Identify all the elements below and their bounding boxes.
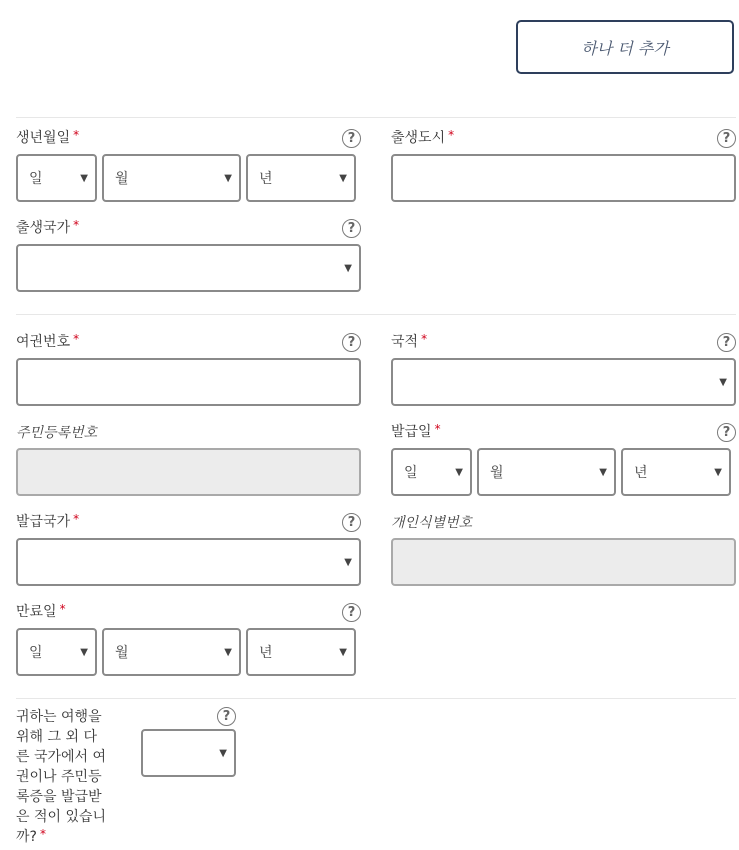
required-marker: * [434,422,441,436]
section-divider [16,698,736,699]
expiry-date-label-text: 만료일 [16,604,57,620]
issue-date-label [391,423,441,441]
expiry-month-value: 월 [115,645,129,661]
birth-day-value: 일 [29,171,43,187]
issuing-country-label-text: 발급국가 [16,514,71,530]
nationality-label-text: 국적 [391,334,419,350]
chevron-down-icon: ▼ [344,556,352,568]
issue-year-select[interactable] [621,448,731,496]
add-another-button[interactable] [516,20,734,74]
chevron-down-icon: ▼ [599,466,607,478]
required-marker: * [39,827,46,841]
issue-month-value: 월 [490,465,504,481]
birth-country-label-text: 출생국가 [16,220,71,236]
passport-number-label-text: 여권번호 [16,334,71,350]
chevron-down-icon: ▼ [455,466,463,478]
nationality-label [391,333,427,351]
required-marker: * [73,128,80,142]
expiry-month-select[interactable] [102,628,241,676]
personal-id-field [391,538,736,586]
birth-month-value: 월 [115,171,129,187]
required-marker: * [73,512,80,526]
required-marker: * [73,218,80,232]
required-marker: * [421,332,428,346]
chevron-down-icon: ▼ [224,172,232,184]
issue-day-select[interactable] [391,448,472,496]
question-line: 권이나 주민등 [16,769,102,785]
help-icon[interactable]: ? [717,423,736,442]
chevron-down-icon: ▼ [714,466,722,478]
expiry-day-select[interactable] [16,628,97,676]
chevron-down-icon: ▼ [719,376,727,388]
help-icon[interactable]: ? [342,513,361,532]
passport-number-label [16,333,79,351]
help-icon[interactable]: ? [217,707,236,726]
question-line: 까? [16,829,37,845]
help-icon[interactable]: ? [717,129,736,148]
issue-day-value: 일 [404,465,418,481]
expiry-year-select[interactable] [246,628,356,676]
issuing-country-select[interactable] [16,538,361,586]
national-id-field [16,448,361,496]
expiry-day-value: 일 [29,645,43,661]
birth-year-select[interactable] [246,154,356,202]
question-line: 귀하는 여행을 [16,709,102,725]
birth-date-label [16,129,79,147]
required-marker: * [59,602,66,616]
issue-month-select[interactable] [477,448,616,496]
section-divider [16,117,736,118]
question-line: 은 적이 있습니 [16,809,107,825]
other-passport-question [16,707,116,847]
chevron-down-icon: ▼ [219,747,227,759]
birth-year-value: 년 [259,171,273,187]
birth-city-input[interactable] [391,154,736,202]
help-icon[interactable]: ? [717,333,736,352]
required-marker: * [73,332,80,346]
help-icon[interactable]: ? [342,129,361,148]
required-marker: * [448,128,455,142]
birth-day-select[interactable] [16,154,97,202]
chevron-down-icon: ▼ [80,646,88,658]
birth-date-label-text: 생년월일 [16,130,71,146]
passport-number-input[interactable] [16,358,361,406]
chevron-down-icon: ▼ [339,646,347,658]
help-icon[interactable]: ? [342,333,361,352]
personal-id-label: 개인식별번호 [391,515,473,531]
help-icon[interactable]: ? [342,603,361,622]
expiry-date-label [16,603,66,621]
chevron-down-icon: ▼ [224,646,232,658]
other-passport-select[interactable] [141,729,236,777]
birth-city-label-text: 출생도시 [391,130,446,146]
issue-date-label-text: 발급일 [391,424,432,440]
birth-city-label [391,129,454,147]
chevron-down-icon: ▼ [344,262,352,274]
help-icon[interactable]: ? [342,219,361,238]
chevron-down-icon: ▼ [339,172,347,184]
question-line-last [16,827,116,847]
question-line: 록증을 발급받 [16,789,102,805]
national-id-label: 주민등록번호 [16,425,98,441]
birth-month-select[interactable] [102,154,241,202]
section-divider [16,314,736,315]
nationality-select[interactable] [391,358,736,406]
question-line: 른 국가에서 여 [16,749,107,765]
question-line: 위해 그 외 다 [16,729,97,745]
birth-country-select[interactable] [16,244,361,292]
issue-year-value: 년 [634,465,648,481]
issuing-country-label [16,513,79,531]
add-another-label: 하나 더 추가 [581,38,669,58]
birth-country-label [16,219,79,237]
expiry-year-value: 년 [259,645,273,661]
chevron-down-icon: ▼ [80,172,88,184]
